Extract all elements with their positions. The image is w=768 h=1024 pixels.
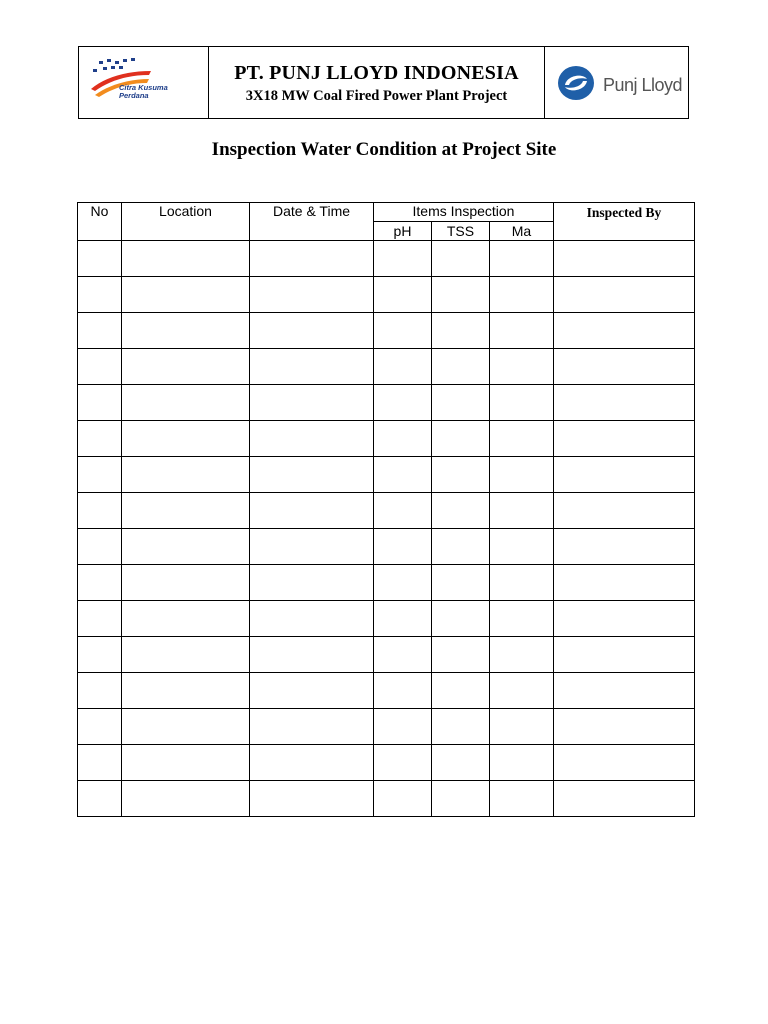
col-header-location: Location bbox=[122, 203, 250, 241]
cell-ph[interactable] bbox=[374, 493, 432, 529]
cell-no[interactable] bbox=[78, 493, 122, 529]
cell-no[interactable] bbox=[78, 277, 122, 313]
cell-location[interactable] bbox=[122, 241, 250, 277]
cell-ma[interactable] bbox=[490, 781, 554, 817]
cell-no[interactable] bbox=[78, 421, 122, 457]
cell-inspected-by[interactable] bbox=[554, 709, 695, 745]
cell-ma[interactable] bbox=[490, 529, 554, 565]
cell-location[interactable] bbox=[122, 277, 250, 313]
cell-ma[interactable] bbox=[490, 241, 554, 277]
table-row bbox=[78, 565, 695, 601]
cell-location[interactable] bbox=[122, 637, 250, 673]
cell-inspected-by[interactable] bbox=[554, 277, 695, 313]
cell-ma[interactable] bbox=[490, 673, 554, 709]
inspection-table bbox=[77, 202, 695, 817]
col-header-ma: Ma bbox=[490, 222, 554, 241]
table-row bbox=[78, 601, 695, 637]
header-title-cell bbox=[209, 47, 545, 118]
cell-no[interactable] bbox=[78, 349, 122, 385]
table-row bbox=[78, 781, 695, 817]
cell-date-time[interactable] bbox=[250, 493, 374, 529]
table-row bbox=[78, 529, 695, 565]
cell-ph[interactable] bbox=[374, 313, 432, 349]
cell-ma[interactable] bbox=[490, 313, 554, 349]
cell-location[interactable] bbox=[122, 565, 250, 601]
cell-inspected-by[interactable] bbox=[554, 565, 695, 601]
cell-date-time[interactable] bbox=[250, 781, 374, 817]
cell-date-time[interactable] bbox=[250, 673, 374, 709]
cell-ph[interactable] bbox=[374, 241, 432, 277]
cell-date-time[interactable] bbox=[250, 565, 374, 601]
cell-ph[interactable] bbox=[374, 421, 432, 457]
table-row bbox=[78, 385, 695, 421]
cell-location[interactable] bbox=[122, 601, 250, 637]
table-row bbox=[78, 349, 695, 385]
cell-ph[interactable] bbox=[374, 565, 432, 601]
cell-location[interactable] bbox=[122, 349, 250, 385]
table-row bbox=[78, 745, 695, 781]
cell-ma[interactable] bbox=[490, 637, 554, 673]
cell-location[interactable] bbox=[122, 493, 250, 529]
cell-no[interactable] bbox=[78, 565, 122, 601]
right-logo-text: Punj Lloyd bbox=[603, 75, 683, 95]
table-row bbox=[78, 709, 695, 745]
cell-tss[interactable] bbox=[432, 529, 490, 565]
cell-ma[interactable] bbox=[490, 385, 554, 421]
punj-lloyd-logo-icon bbox=[557, 65, 599, 101]
cell-location[interactable] bbox=[122, 421, 250, 457]
table-row bbox=[78, 241, 695, 277]
cell-ma[interactable] bbox=[490, 565, 554, 601]
citra-kusuma-logo bbox=[87, 57, 201, 109]
cell-ma[interactable] bbox=[490, 457, 554, 493]
cell-date-time[interactable] bbox=[250, 241, 374, 277]
company-name: PT. PUNJ LLOYD INDONESIA bbox=[234, 62, 519, 84]
col-header-inspected-by: Inspected By bbox=[554, 203, 695, 241]
cell-date-time[interactable] bbox=[250, 277, 374, 313]
cell-inspected-by[interactable] bbox=[554, 781, 695, 817]
cell-tss[interactable] bbox=[432, 781, 490, 817]
cell-inspected-by[interactable] bbox=[554, 673, 695, 709]
document-header bbox=[78, 46, 689, 119]
table-row bbox=[78, 277, 695, 313]
cell-ma[interactable] bbox=[490, 493, 554, 529]
cell-inspected-by[interactable] bbox=[554, 529, 695, 565]
cell-ma[interactable] bbox=[490, 601, 554, 637]
cell-no[interactable] bbox=[78, 781, 122, 817]
left-logo-cell bbox=[79, 47, 209, 118]
table-row bbox=[78, 313, 695, 349]
cell-tss[interactable] bbox=[432, 673, 490, 709]
cell-tss[interactable] bbox=[432, 421, 490, 457]
cell-tss[interactable] bbox=[432, 601, 490, 637]
cell-no[interactable] bbox=[78, 745, 122, 781]
cell-location[interactable] bbox=[122, 457, 250, 493]
cell-ma[interactable] bbox=[490, 349, 554, 385]
table-body bbox=[78, 241, 695, 817]
col-header-no: No bbox=[78, 203, 122, 241]
cell-location[interactable] bbox=[122, 529, 250, 565]
project-name: 3X18 MW Coal Fired Power Plant Project bbox=[245, 88, 508, 104]
table-row bbox=[78, 421, 695, 457]
col-header-ph: pH bbox=[374, 222, 432, 241]
cell-ma[interactable] bbox=[490, 709, 554, 745]
cell-ma[interactable] bbox=[490, 277, 554, 313]
cell-date-time[interactable] bbox=[250, 601, 374, 637]
cell-ph[interactable] bbox=[374, 637, 432, 673]
cell-tss[interactable] bbox=[432, 457, 490, 493]
cell-ph[interactable] bbox=[374, 709, 432, 745]
cell-no[interactable] bbox=[78, 313, 122, 349]
cell-ph[interactable] bbox=[374, 601, 432, 637]
cell-ph[interactable] bbox=[374, 529, 432, 565]
cell-no[interactable] bbox=[78, 673, 122, 709]
right-logo-cell bbox=[545, 47, 688, 118]
table-header-row bbox=[78, 203, 695, 222]
cell-ph[interactable] bbox=[374, 781, 432, 817]
col-header-items-inspection: Items Inspection bbox=[374, 203, 554, 222]
cell-ph[interactable] bbox=[374, 349, 432, 385]
cell-date-time[interactable] bbox=[250, 421, 374, 457]
cell-location[interactable] bbox=[122, 385, 250, 421]
cell-no[interactable] bbox=[78, 241, 122, 277]
cell-inspected-by[interactable] bbox=[554, 349, 695, 385]
cell-location[interactable] bbox=[122, 709, 250, 745]
col-header-date-time: Date & Time bbox=[250, 203, 374, 241]
left-logo-text: Citra Kusuma Perdana bbox=[119, 83, 168, 100]
cell-date-time[interactable] bbox=[250, 457, 374, 493]
cell-no[interactable] bbox=[78, 529, 122, 565]
cell-tss[interactable] bbox=[432, 385, 490, 421]
cell-no[interactable] bbox=[78, 601, 122, 637]
table-row bbox=[78, 457, 695, 493]
cell-location[interactable] bbox=[122, 781, 250, 817]
cell-tss[interactable] bbox=[432, 493, 490, 529]
cell-ph[interactable] bbox=[374, 277, 432, 313]
cell-inspected-by[interactable] bbox=[554, 745, 695, 781]
cell-date-time[interactable] bbox=[250, 349, 374, 385]
cell-ph[interactable] bbox=[374, 745, 432, 781]
cell-tss[interactable] bbox=[432, 709, 490, 745]
punj-lloyd-logo bbox=[557, 65, 687, 105]
cell-no[interactable] bbox=[78, 709, 122, 745]
cell-date-time[interactable] bbox=[250, 709, 374, 745]
cell-tss[interactable] bbox=[432, 277, 490, 313]
cell-date-time[interactable] bbox=[250, 529, 374, 565]
cell-inspected-by[interactable] bbox=[554, 421, 695, 457]
cell-date-time[interactable] bbox=[250, 745, 374, 781]
cell-inspected-by[interactable] bbox=[554, 601, 695, 637]
cell-ph[interactable] bbox=[374, 457, 432, 493]
cell-inspected-by[interactable] bbox=[554, 385, 695, 421]
cell-tss[interactable] bbox=[432, 745, 490, 781]
table-row bbox=[78, 493, 695, 529]
document-title: Inspection Water Condition at Project Site bbox=[211, 139, 557, 160]
cell-location[interactable] bbox=[122, 745, 250, 781]
cell-date-time[interactable] bbox=[250, 385, 374, 421]
cell-ma[interactable] bbox=[490, 745, 554, 781]
cell-date-time[interactable] bbox=[250, 637, 374, 673]
cell-ma[interactable] bbox=[490, 421, 554, 457]
cell-no[interactable] bbox=[78, 457, 122, 493]
cell-no[interactable] bbox=[78, 385, 122, 421]
cell-tss[interactable] bbox=[432, 637, 490, 673]
cell-inspected-by[interactable] bbox=[554, 313, 695, 349]
cell-tss[interactable] bbox=[432, 313, 490, 349]
cell-tss[interactable] bbox=[432, 565, 490, 601]
cell-tss[interactable] bbox=[432, 241, 490, 277]
cell-inspected-by[interactable] bbox=[554, 493, 695, 529]
cell-no[interactable] bbox=[78, 637, 122, 673]
cell-ph[interactable] bbox=[374, 385, 432, 421]
cell-location[interactable] bbox=[122, 673, 250, 709]
cell-inspected-by[interactable] bbox=[554, 241, 695, 277]
cell-inspected-by[interactable] bbox=[554, 637, 695, 673]
cell-tss[interactable] bbox=[432, 349, 490, 385]
table-row bbox=[78, 673, 695, 709]
cell-ph[interactable] bbox=[374, 673, 432, 709]
table-row bbox=[78, 637, 695, 673]
col-header-tss: TSS bbox=[432, 222, 490, 241]
cell-date-time[interactable] bbox=[250, 313, 374, 349]
cell-location[interactable] bbox=[122, 313, 250, 349]
cell-inspected-by[interactable] bbox=[554, 457, 695, 493]
